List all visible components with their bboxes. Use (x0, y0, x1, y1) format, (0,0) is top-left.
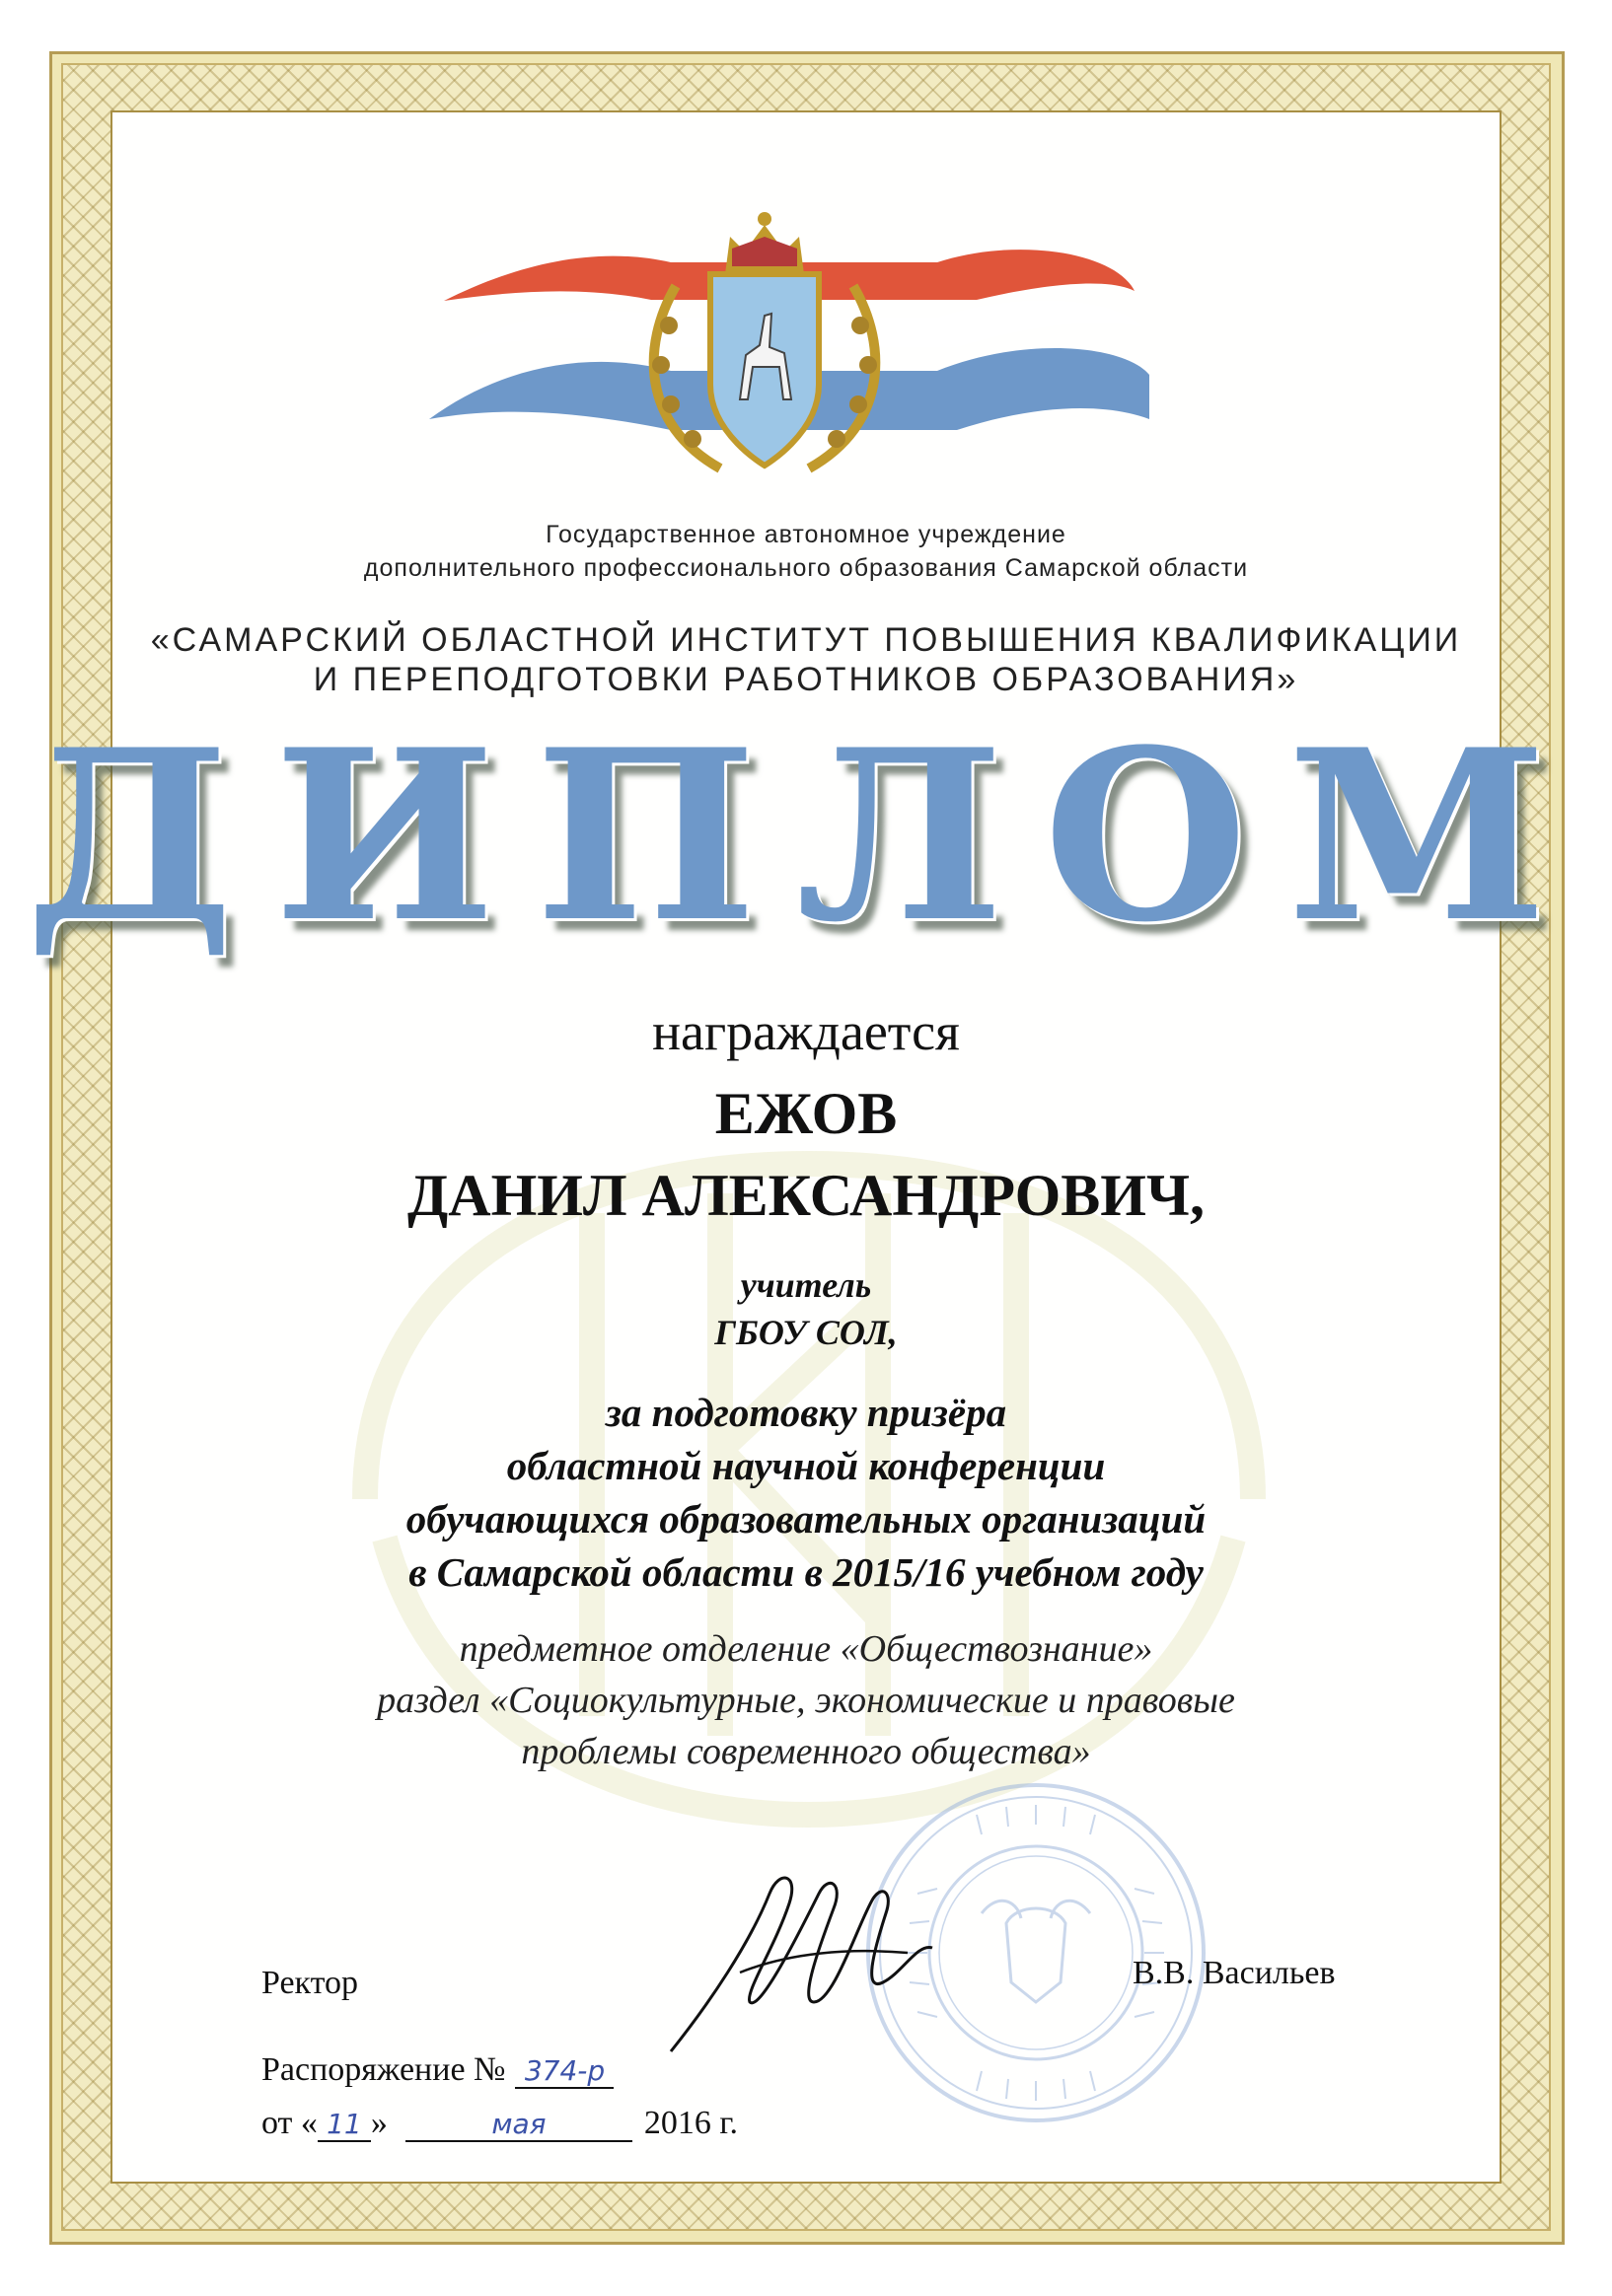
section-line: предметное отделение «Обществознание» (459, 1628, 1153, 1670)
award-reason-line: за подготовку призёра (605, 1390, 1007, 1435)
order-year: 2016 г. (643, 2105, 739, 2141)
organization-type-line-1: Государственное автономное учреждение (546, 521, 1066, 548)
organization-type-line-2: дополнительного профессионального образования Самарской области (363, 554, 1249, 582)
order-date-line (261, 2105, 738, 2142)
recipient-given-names: ДАНИЛ АЛЕКСАНДРОВИЧ, (406, 1163, 1206, 1228)
recipient-school: ГБОУ СОЛ, (714, 1313, 898, 1352)
section-line: проблемы современного общества» (521, 1731, 1091, 1772)
order-label: Распоряжение № (261, 2051, 506, 2088)
rector-signature-icon (651, 1854, 947, 2071)
recipient-position: учитель (740, 1265, 872, 1305)
rector-label: Ректор (261, 1965, 359, 2001)
award-reason-line: обучающихся образовательных организаций (405, 1496, 1207, 1542)
diploma-title: ДИПЛОМ (25, 699, 1587, 974)
recipient-surname: ЕЖОВ (714, 1081, 898, 1146)
date-day-close: » (370, 2105, 388, 2141)
award-reason-line: в Самарской области в 2015/16 учебном году (408, 1549, 1204, 1595)
rector-name: В.В. Васильев (1133, 1955, 1336, 1991)
order-day: 11 (318, 2110, 371, 2142)
organization-name-line-1: «САМАРСКИЙ ОБЛАСТНОЙ ИНСТИТУТ ПОВЫШЕНИЯ КВАЛИФИКАЦИИ (150, 621, 1462, 659)
awarded-text: награждается (652, 1002, 960, 1061)
order-number: 374-р (515, 2056, 614, 2089)
organization-name-line-2: И ПЕРЕПОДГОТОВКИ РАБОТНИКОВ ОБРАЗОВАНИЯ» (313, 661, 1299, 698)
award-reason-line: областной научной конференции (506, 1443, 1106, 1488)
order-month: мая (405, 2110, 632, 2142)
order-line (261, 2051, 614, 2089)
date-from-label: от « (261, 2105, 318, 2141)
section-line: раздел «Социокультурные, экономические и правовые (377, 1680, 1235, 1721)
samara-coat-of-arms-icon (424, 197, 1194, 493)
